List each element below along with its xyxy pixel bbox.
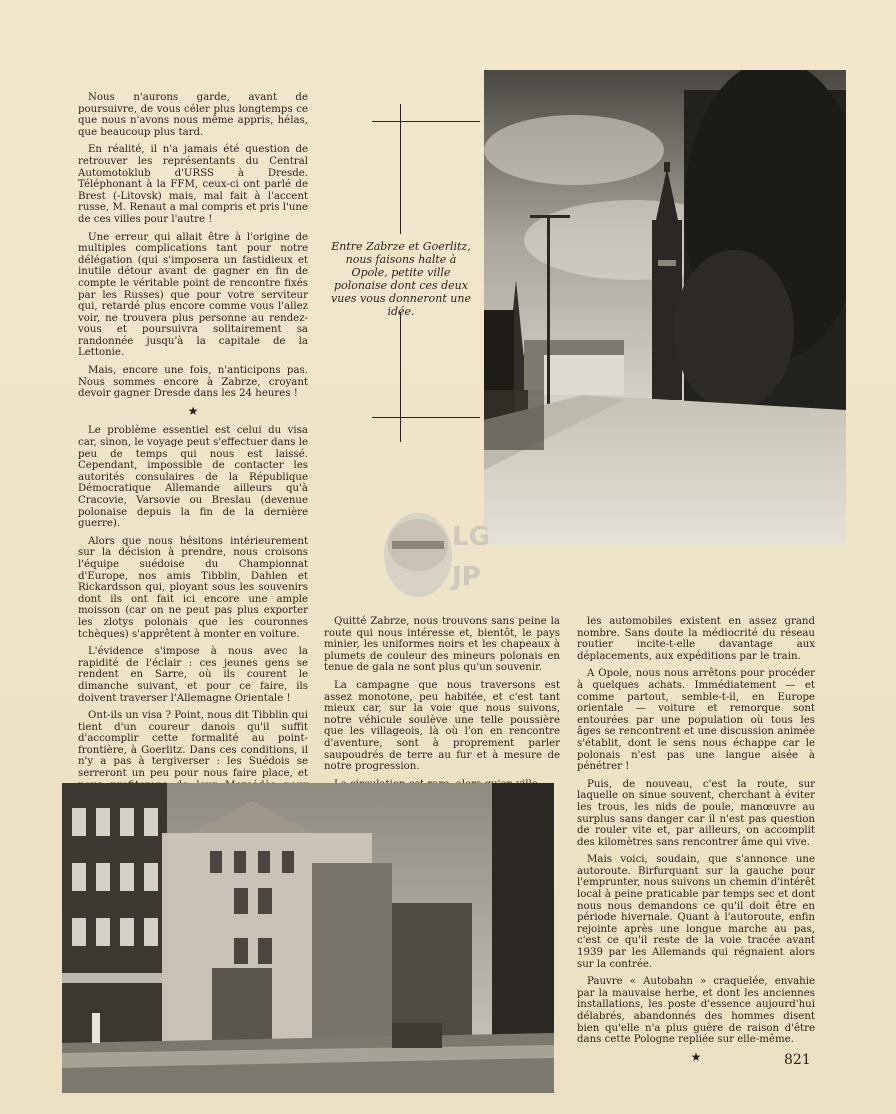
paragraph: Mais, encore une fois, n'anticipons pas. Nous sommes encore à Zabrze, croyant devoir gagner Dresde dans les 24 heures ! (78, 365, 308, 400)
paragraph: L'évidence s'impose à nous avec la rapidité de l'éclair : ces jeunes gens se rendent en Sarre, où ils courent le dimanche suivant, et pour ce faire, ils doivent traverser l'Allemagne Orientale ! (78, 646, 308, 704)
section-star: ★ (187, 403, 199, 418)
svg-text:JP: JP (452, 562, 481, 592)
paragraph: Pauvre « Autobahn » craquelée, envahie par la mauvaise herbe, et dont les anciennes installations, les poste d'essence aujourd'hui délabrés, abandonnés des hommes disent bien qu'elle n'a plus guère de raison d'être dans cette Pologne repliée sur elle-même. (577, 976, 815, 1046)
text-column-right (577, 616, 815, 1071)
caption-line (400, 312, 401, 442)
paragraph: Nous n'aurons garde, avant de poursuivre, de vous céler plus longtemps ce que nous n'avons nous même appris, hélas, que beaucoup plus tard. (78, 92, 308, 138)
page-number: 821 (784, 1052, 811, 1068)
section-star: ★ (690, 1049, 702, 1064)
paragraph: Quitté Zabrze, nous trouvons sans peine la route qui nous intéresse et, bientôt, le pays minier, les uniformes noirs et les chapeaux à plumets de couleur des mineurs polonais en tenue de gala ne sont plus qu'un souvenir. (324, 616, 560, 674)
text-column-middle (324, 616, 560, 796)
paragraph: Puis, de nouveau, c'est la route, sur laquelle on sinue souvent, cherchant à éviter les trous, les nids de poule, manœuvre au surplus sans danger car il n'est pas question de rouler vite et, par ailleurs, on accomplit des kilomètres sans rencontrer âme qui vive. (577, 778, 815, 848)
paragraph: Alors que nous hésitons intérieurement sur la décision à prendre, nous croisons l'équipe suédoise du Championnat d'Europe, nos amis Tibblin, Dahlen et Rickardsson qui, ployant sous les souvenirs dont ils ont fait ici encore une ample moisson (car on ne peut pas plus exporter les zlotys polonais que les couronnes tchèques) s'apprêtent à monter en voiture. (78, 535, 308, 640)
caption-line (372, 121, 480, 122)
paragraph: A Opole, nous nous arrêtons pour procéder à quelques achats. Immédiatement — et comme partout, semble-t-il, en Europe orientale — voiture et remorque sont entourées par une population où tous les âges se rencontrent et une discussion animée s'établit, dont le sens nous échappe car le polonais n'est pas une langue aisée à pénétrer ! (577, 668, 815, 773)
svg-text:LG: LG (452, 522, 490, 552)
photo-opole-street (484, 70, 846, 546)
portrait-watermark (380, 505, 510, 605)
caption-line (372, 417, 480, 418)
paragraph: Une erreur qui allait être à l'origine de multiples complications tant pour notre délégation (qui s'imposera un fastidieux et inutile détour avant de gagner en fin de compte le véritable point de rencontre fixés par les Russes) que pour votre serviteur qui, retardé plus encore comme vous l'allez voir, ne trouvera plus personne au rendez-vous et poursuivra solitairement sa randonnée jusqu'à la capitale de la Lettonie. (78, 231, 308, 359)
paragraph: En réalité, il n'a jamais été question de retrouver les représentants du Central Automotoklub d'URSS à Dresde. Téléphonant à la FFM, ceux-ci ont parlé de Brest (-Litovsk) mais, mal fait à l'accent russe, M. Renaut a mal compris et pris l'une de ces villes pour l'autre ! (78, 144, 308, 225)
paragraph: les automobiles existent en assez grand nombre. Sans doute la médiocrité du réseau routier incite-t-elle davantage aux déplacements, aux expéditions par le train. (577, 616, 815, 662)
photo-town-square (62, 783, 554, 1093)
paragraph: Le problème essentiel est celui du visa car, sinon, le voyage peut s'effectuer dans le peu de temps qui nous est laissé. Cependant, impossible de contacter les autorités consulaires de la République Démocratique Allemande ailleurs qu'à Cracovie, Varsovie ou Breslau (devenue polonaise depuis la fin de la dernière guerre). (78, 425, 308, 530)
caption-line (400, 104, 401, 234)
paragraph: Ont-ils un visa ? Point, nous dit Tibblin qui tient d'un coureur danois qu'il suffit d'accomplir cette formalité au point-frontière, à Goerlitz. Dans ces conditions, il n'y a pas à tergiverser : les Suédois se serreront un peu pour nous faire place, et (78, 710, 308, 780)
photo-caption: Entre Zabrze et Goerlitz, nous faisons halte à Opole, petite ville polonaise dont ces deux vues vous donneront une idée. (331, 240, 471, 318)
paragraph: La campagne que nous traversons est assez monotone, peu habitée, et c'est tant mieux car, sur la voie que nous suivons, notre véhicule soulève une telle poussière que les villageois, là où l'on en rencontre d'aventure, sont à proprement parler saupoudrés de terre au fur et à mesure de notre progression. (324, 679, 560, 773)
paragraph: Mais voici, soudain, que s'annonce une autoroute. Birfurquant sur la gauche pour l'emprunter, nous suivons un chemin d'intérêt local à peine praticable par temps sec et dont nous nous demandons ce qu'il doit être en période hivernale. Quant à l'autoroute, enfin rejointe après une longue marche au pas, c'est ce qu'il reste de la voie tracée avant 1939 par les Allemands qui régnaient alors sur la contrée. (577, 854, 815, 970)
